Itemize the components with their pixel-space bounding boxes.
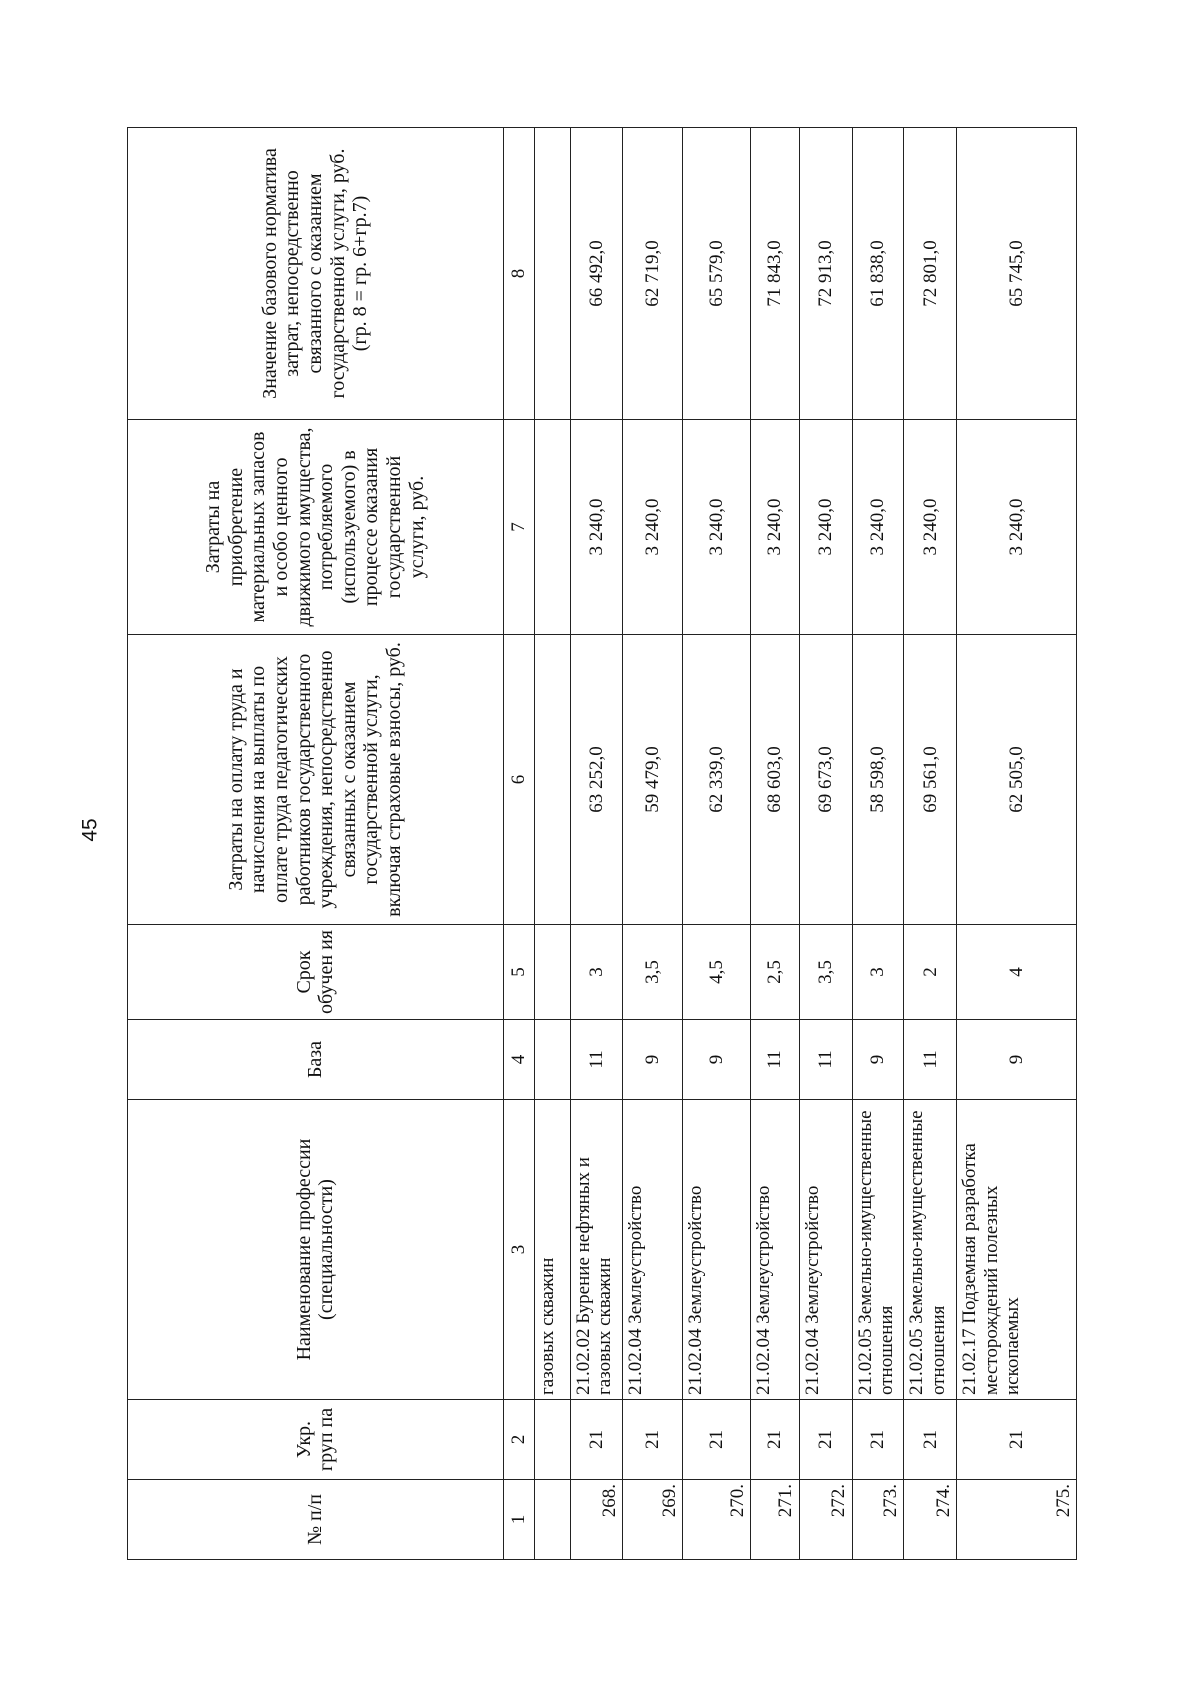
group-cell: 21 [570,1400,623,1480]
row-number: 269. [623,1480,683,1560]
table-row [957,128,1077,1560]
header-labor-costs: Затраты на оплату труда и начисления на выплаты по оплате труда педагогических работников государственного учреждения, непосредственно связанных с оказанием государственной услуги, включая страховые взносы, руб. [128,635,504,925]
group-cell: 21 [751,1400,800,1480]
base-cell: 9 [683,1020,751,1100]
table-row [751,128,800,1560]
group-cell: 21 [683,1400,751,1480]
labor-cost-cell: 69 673,0 [799,635,852,925]
empty-cell [534,420,570,635]
continuation-text: газовых скважин [534,1100,570,1400]
header-number: № п/п [128,1480,504,1560]
table-row [570,128,623,1560]
row-number: 270. [683,1480,751,1560]
term-cell: 2 [904,925,957,1020]
term-cell: 3,5 [623,925,683,1020]
column-number: 5 [503,925,534,1020]
labor-cost-cell: 69 561,0 [904,635,957,925]
base-cell: 9 [957,1020,1077,1100]
material-cost-cell: 3 240,0 [957,420,1077,635]
table-row [683,128,751,1560]
total-cost-cell: 72 801,0 [904,128,957,420]
empty-cell [534,1020,570,1100]
group-cell: 21 [623,1400,683,1480]
total-cost-cell: 61 838,0 [852,128,904,420]
material-cost-cell: 3 240,0 [799,420,852,635]
group-cell: 21 [904,1400,957,1480]
total-cost-cell: 71 843,0 [751,128,800,420]
labor-cost-cell: 63 252,0 [570,635,623,925]
base-cell: 9 [852,1020,904,1100]
table-header-row [128,128,504,1560]
header-profession: Наименование профессии (специальности) [128,1100,504,1400]
material-cost-cell: 3 240,0 [683,420,751,635]
material-cost-cell: 3 240,0 [852,420,904,635]
labor-cost-cell: 58 598,0 [852,635,904,925]
group-cell: 21 [799,1400,852,1480]
continuation-row [534,128,570,1560]
total-cost-cell: 65 745,0 [957,128,1077,420]
labor-cost-cell: 62 505,0 [957,635,1077,925]
column-number: 1 [503,1480,534,1560]
profession-cell: 21.02.04 Землеустройство [683,1100,751,1400]
column-number: 7 [503,420,534,635]
term-cell: 3 [570,925,623,1020]
base-cell: 11 [799,1020,852,1100]
labor-cost-cell: 62 339,0 [683,635,751,925]
profession-cell: 21.02.05 Земельно-имущественные отношения [852,1100,904,1400]
row-number: 275. [957,1480,1077,1560]
header-material-costs: Затраты на приобретение материальных запасов и особо ценного движимого имущества, потребляемого (используемого) в процессе оказания государственной услуги, руб. [128,420,504,635]
material-cost-cell: 3 240,0 [623,420,683,635]
term-cell: 3,5 [799,925,852,1020]
material-cost-cell: 3 240,0 [751,420,800,635]
profession-cell: 21.02.04 Землеустройство [623,1100,683,1400]
header-group: Укр. груп па [128,1400,504,1480]
term-cell: 3 [852,925,904,1020]
profession-cell: 21.02.04 Землеустройство [799,1100,852,1400]
term-cell: 4,5 [683,925,751,1020]
column-number: 3 [503,1100,534,1400]
table-row [852,128,904,1560]
header-base: База [128,1020,504,1100]
column-number: 4 [503,1020,534,1100]
row-number: 272. [799,1480,852,1560]
base-cell: 11 [570,1020,623,1100]
empty-cell [534,635,570,925]
term-cell: 4 [957,925,1077,1020]
base-cell: 11 [904,1020,957,1100]
profession-cell: 21.02.05 Земельно-имущественные отношения [904,1100,957,1400]
row-number: 273. [852,1480,904,1560]
empty-cell [534,128,570,420]
header-term: Срок обучен ия [128,925,504,1020]
profession-cell: 21.02.04 Землеустройство [751,1100,800,1400]
cost-norms-table [127,127,1077,1560]
table-row [623,128,683,1560]
group-cell: 21 [957,1400,1077,1480]
total-cost-cell: 65 579,0 [683,128,751,420]
labor-cost-cell: 59 479,0 [623,635,683,925]
table-row [904,128,957,1560]
column-number: 2 [503,1400,534,1480]
column-number-row [503,128,534,1560]
empty-cell [534,1400,570,1480]
table-row [799,128,852,1560]
rotated-table-container [127,128,1077,1560]
column-number: 6 [503,635,534,925]
material-cost-cell: 3 240,0 [904,420,957,635]
total-cost-cell: 72 913,0 [799,128,852,420]
header-base-norm: Значение базового норматива затрат, непосредственно связанного с оказанием государственной услуги, руб. (гр. 8 = гр. 6+гр.7) [128,128,504,420]
profession-cell: 21.02.17 Подземная разработка месторождений полезных ископаемых [957,1100,1077,1400]
empty-cell [534,925,570,1020]
row-number: 271. [751,1480,800,1560]
term-cell: 2,5 [751,925,800,1020]
empty-cell [534,1480,570,1560]
total-cost-cell: 66 492,0 [570,128,623,420]
profession-cell: 21.02.02 Бурение нефтяных и газовых скважин [570,1100,623,1400]
row-number: 274. [904,1480,957,1560]
material-cost-cell: 3 240,0 [570,420,623,635]
base-cell: 11 [751,1020,800,1100]
column-number: 8 [503,128,534,420]
labor-cost-cell: 68 603,0 [751,635,800,925]
group-cell: 21 [852,1400,904,1480]
base-cell: 9 [623,1020,683,1100]
page-number: 45 [78,818,102,842]
row-number: 268. [570,1480,623,1560]
total-cost-cell: 62 719,0 [623,128,683,420]
